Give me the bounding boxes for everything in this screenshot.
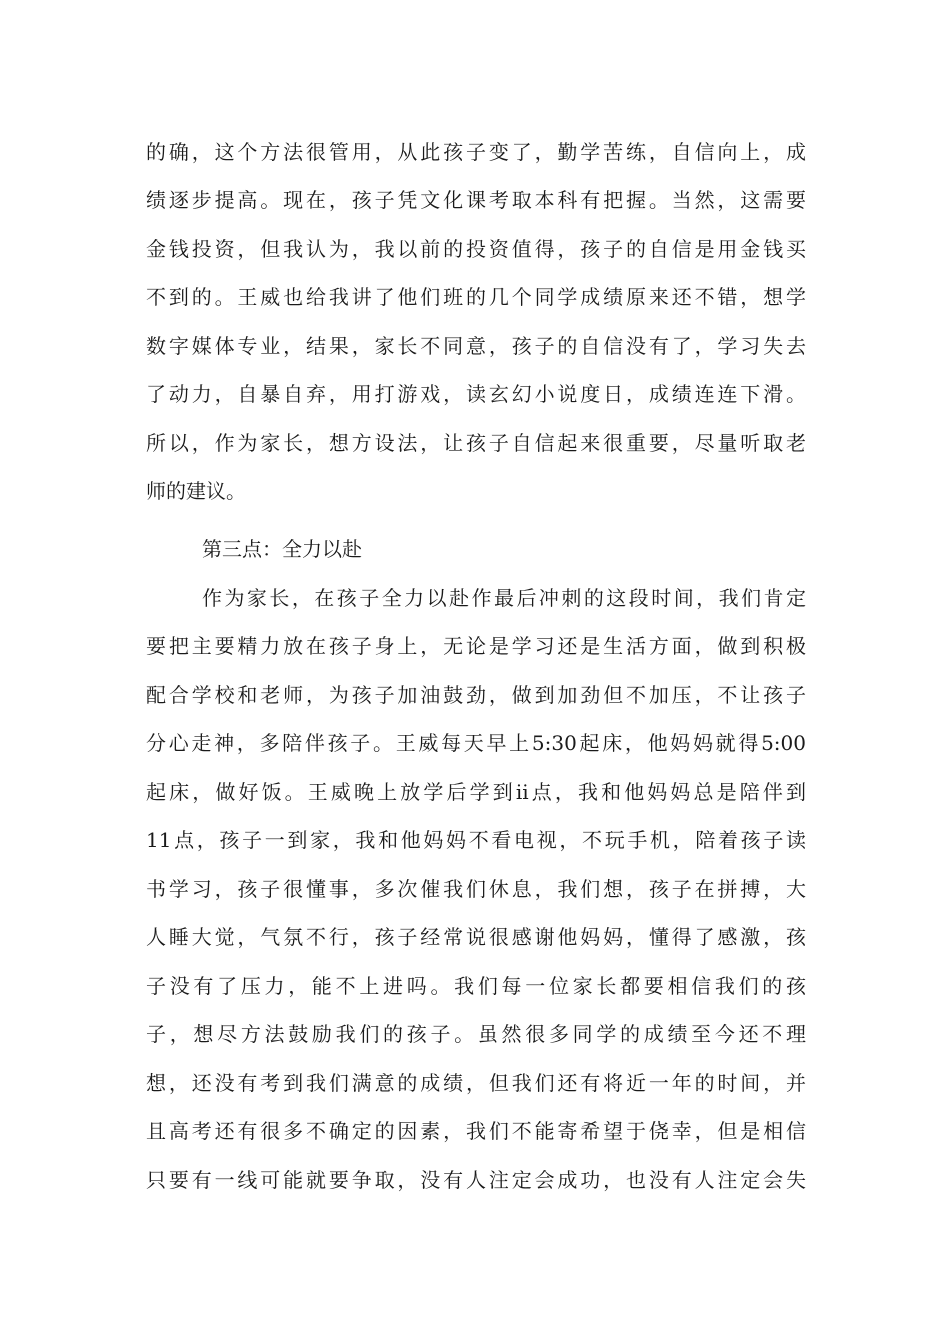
paragraph-line: 11点，孩子一到家，我和他妈妈不看电视，不玩手机，陪着孩子读 [146,828,806,852]
paragraph-line: 书学习，孩子很懂事，多次催我们休息，我们想，孩子在拼搏，大 [146,877,806,901]
paragraph-line: 所以，作为家长，想方设法，让孩子自信起来很重要，尽量听取老 [146,431,806,455]
paragraph-line: 起床，做好饭。王威晚上放学后学到ii点，我和他妈妈总是陪伴到 [146,780,806,804]
paragraph-line: 了动力，自暴自弃，用打游戏，读玄幻小说度日，成绩连连下滑。 [146,382,806,406]
paragraph-line: 只要有一线可能就要争取，没有人注定会成功，也没有人注定会失 [146,1168,806,1192]
paragraph-line: 绩逐步提高。现在，孩子凭文化课考取本科有把握。当然，这需要 [146,188,806,212]
paragraph-line: 人睡大觉，气氛不行，孩子经常说很感谢他妈妈，懂得了感激，孩 [146,925,806,949]
paragraph-line: 分心走神，多陪伴孩子。王威每天早上5:30起床，他妈妈就得5:00 [146,731,806,755]
section-heading: 第三点：全力以赴 [202,537,362,561]
paragraph-line: 作为家长，在孩子全力以赴作最后冲刺的这段时间，我们肯定 [202,586,806,610]
paragraph-line: 不到的。王威也给我讲了他们班的几个同学成绩原来还不错，想学 [146,285,806,309]
paragraph-line: 师的建议。 [146,479,246,503]
paragraph-line: 的确，这个方法很管用，从此孩子变了，勤学苦练，自信向上，成 [146,140,806,164]
paragraph-line: 配合学校和老师，为孩子加油鼓劲，做到加劲但不加压，不让孩子 [146,683,806,707]
paragraph-line: 金钱投资，但我认为，我以前的投资值得，孩子的自信是用金钱买 [146,237,806,261]
paragraph-line: 数字媒体专业，结果，家长不同意，孩子的自信没有了，学习失去 [146,334,806,358]
paragraph-line: 子，想尽方法鼓励我们的孩子。虽然很多同学的成绩至今还不理 [146,1022,806,1046]
paragraph-line: 要把主要精力放在孩子身上，无论是学习还是生活方面，做到积极 [146,634,806,658]
paragraph-line: 想，还没有考到我们满意的成绩，但我们还有将近一年的时间，并 [146,1071,806,1095]
paragraph-line: 子没有了压力，能不上进吗。我们每一位家长都要相信我们的孩 [146,974,806,998]
paragraph-line: 且高考还有很多不确定的因素，我们不能寄希望于侥幸，但是相信 [146,1119,806,1143]
